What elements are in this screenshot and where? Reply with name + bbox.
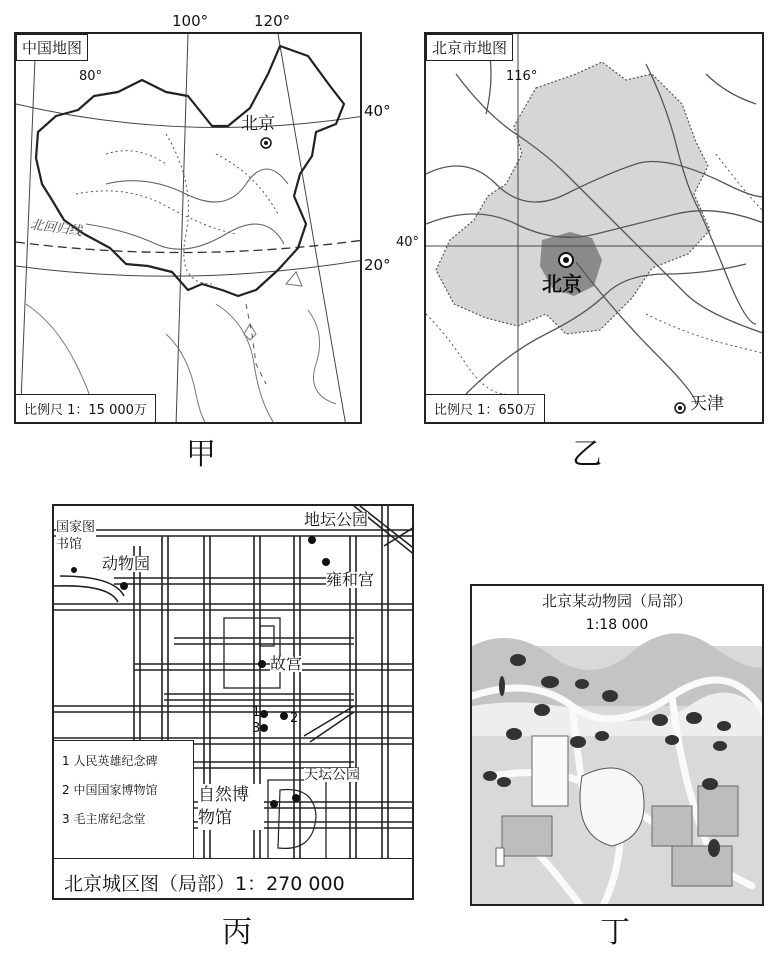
national-library-label xyxy=(56,520,96,554)
zoo-map-scale: 1:18 000 xyxy=(585,617,649,633)
lat-label-40: 40° xyxy=(364,102,391,120)
zoo-map-panel xyxy=(470,584,764,906)
beijing-map-panel xyxy=(424,32,764,424)
tianjin-label: 天津 xyxy=(690,394,724,414)
marker-1-label: 1 xyxy=(252,705,261,720)
urban-map-legend xyxy=(54,740,194,862)
national-library-text: 国家图书馆 xyxy=(56,520,96,552)
lon-label-120: 120° xyxy=(254,12,291,30)
tropic-label: 北回归线 xyxy=(29,217,83,240)
legend-item-1: 1 人民英雄纪念碑 xyxy=(62,754,158,768)
zoo-map-drawing xyxy=(472,586,764,906)
china-map-title: 中国地图 xyxy=(16,34,88,61)
natural-museum-text: 自然博物馆 xyxy=(198,785,249,828)
beijing-map-title: 北京市地图 xyxy=(426,34,513,61)
china-map-scale: 比例尺 1：15 000万 xyxy=(16,394,156,422)
lon-label-116: 116° xyxy=(506,69,538,84)
caption-yi: 乙 xyxy=(572,437,602,472)
beijing-map-scale: 比例尺 1：650万 xyxy=(426,394,545,422)
marker-2-label: 2 xyxy=(290,711,299,726)
lat-label-20: 20° xyxy=(364,256,391,274)
yonghe-palace-label: 雍和宫 xyxy=(326,570,375,589)
tiantan-park-label: 天坛公园 xyxy=(304,767,360,783)
urban-map-title: 北京城区图（局部）1：270 000 xyxy=(54,858,412,898)
china-map-panel xyxy=(14,32,362,424)
legend-item-3: 3 毛主席纪念堂 xyxy=(62,812,146,826)
beijing-label: 北京 xyxy=(241,114,275,134)
marker-3-label: 3 xyxy=(252,721,261,736)
natural-museum-label xyxy=(198,784,264,830)
caption-ding: 丁 xyxy=(600,915,630,950)
zoo-label: 动物园 xyxy=(102,554,151,573)
caption-bing: 丙 xyxy=(222,915,252,950)
legend-item-2: 2 中国国家博物馆 xyxy=(62,783,158,797)
beijing-city-label: 北京 xyxy=(542,272,582,296)
beijing-map-drawing xyxy=(426,34,764,424)
zoo-map-title: 北京某动物园（局部） xyxy=(541,592,692,610)
lon-label-80: 80° xyxy=(79,69,103,84)
caption-jia: 甲 xyxy=(186,437,216,472)
urban-map-panel xyxy=(52,504,414,900)
forbidden-city-label: 故宫 xyxy=(270,654,303,673)
lat-label-40-yi: 40° xyxy=(396,235,420,250)
lon-label-100: 100° xyxy=(172,12,209,30)
ditan-park-label: 地坛公园 xyxy=(304,510,369,529)
